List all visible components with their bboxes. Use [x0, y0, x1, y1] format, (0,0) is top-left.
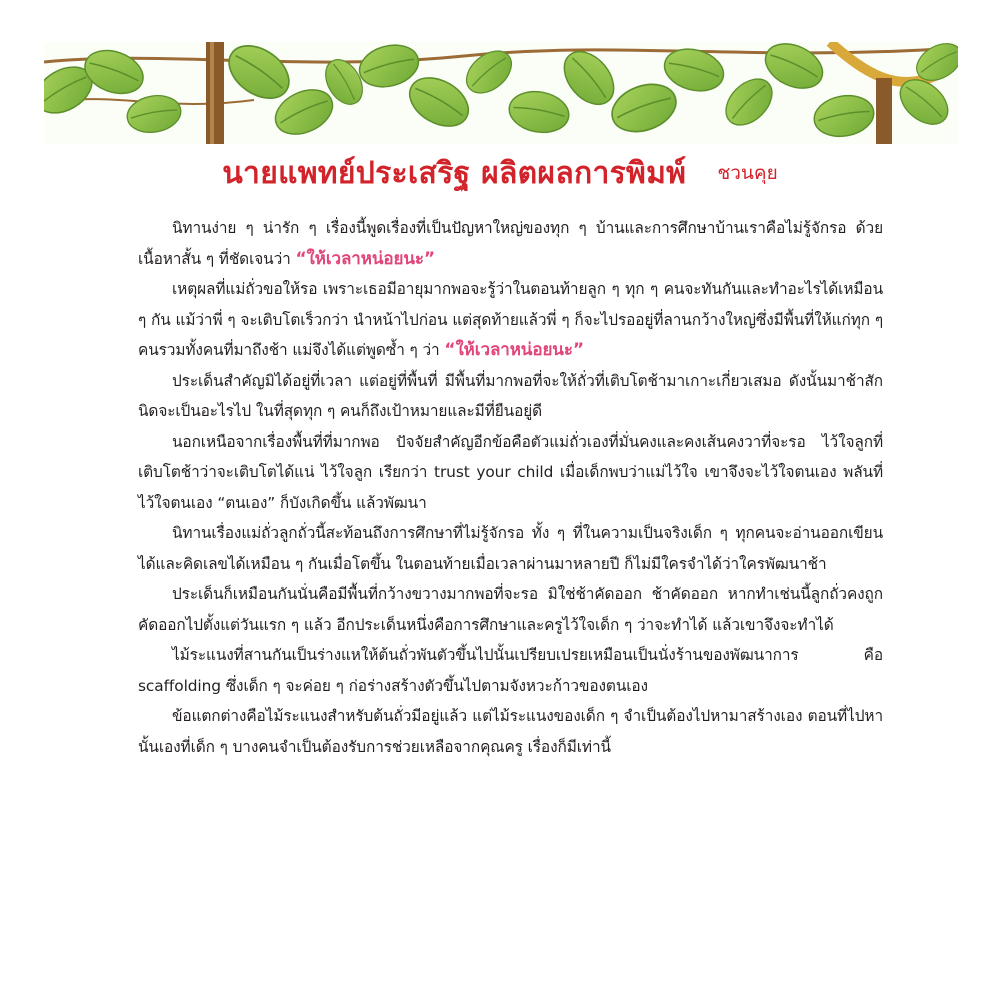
paragraph-4: [138, 427, 883, 519]
highlight-quote: “ให้เวลาหน่อยนะ”: [444, 340, 584, 360]
paragraph-1: [138, 213, 883, 274]
article-body: [138, 213, 883, 762]
paragraph-text: เหตุผลที่แม่ถั่วขอให้รอ เพราะเธอมีอายุมากพอจะรู้ว่าในตอนท้ายลูก ๆ ทุก ๆ คนจะทันกันและทำอะไรได้เหมือน ๆ กัน แม้ว่าพี่ ๆ จะเติบโตเร็วกว่า นำหน้าไปก่อน แต่สุดท้ายแล้วพี่ ๆ ก็จะไปรออยู่ที่ลานกว้างใหญ่ซึ่งมีพื้นที่ให้แก่ทุก ๆ คนรวมทั้งคนที่มาถึงช้า แม่จึงได้แต่พูดซ้ำ ๆ ว่า: [138, 280, 883, 359]
article-heading: [0, 150, 1000, 200]
paragraph-text: นิทานง่าย ๆ น่ารัก ๆ เรื่องนี้พูดเรื่องที่เป็นปัญหาใหญ่ของทุก ๆ บ้านและการศึกษาบ้านเราคือไม่รู้จักรอ ด้วยเนื้อหาสั้น ๆ ที่ชัดเจนว่า: [138, 219, 883, 268]
paragraph-text: ประเด็นก็เหมือนกันนั่นคือมีพื้นที่กว้างขวางมากพอที่จะรอ มิใช่ช้าคัดออก ช้าคัดออก หากทำเช่นนี้ลูกถั่วคงถูกคัดออกไปตั้งแต่วันแรก ๆ แล้ว อีกประเด็นหนึ่งคือการศึกษาและครูไว้ใจเด็ก ๆ ว่าจะทำได้ แล้วเขาจึงจะทำได้: [138, 585, 883, 634]
paragraph-5: [138, 518, 883, 579]
section-label: ชวนคุย: [717, 162, 778, 184]
paragraph-text: ข้อแตกต่างคือไม้ระแนงสำหรับต้นถั่วมีอยู่แล้ว แต่ไม้ระแนงของเด็ก ๆ จำเป็นต้องไปหามาสร้างเอง ตอนที่ไปหานั้นเองที่เด็ก ๆ บางคนจำเป็นต้องรับการช่วยเหลือจากคุณครู เรื่องก็มีเท่านี้: [138, 707, 883, 756]
paragraph-3: [138, 366, 883, 427]
paragraph-text: นอกเหนือจากเรื่องพื้นที่ที่มากพอ ปัจจัยสำคัญอีกข้อคือตัวแม่ถั่วเองที่มั่นคงและคงเส้นคงวาที่จะรอ ไว้ใจลูกที่เติบโตช้าว่าจะเติบโตได้แน่ ไว้ใจลูก เรียกว่า trust your child เมื่อเด็กพบว่าแม่ไว้ใจ เขาจึงจะไว้ใจตนเอง พลันที่ไว้ใจตนเอง “ตนเอง” ก็บังเกิดขึ้น แล้วพัฒนา: [138, 432, 883, 512]
paragraph-8: [138, 701, 883, 762]
leaf-banner-illustration: [44, 42, 958, 144]
paragraph-text: ประเด็นสำคัญมิได้อยู่ที่เวลา แต่อยู่ที่พื้นที่ มีพื้นที่มากพอที่จะให้ถั่วที่เติบโตช้ามาเกาะเกี่ยวเสมอ ดังนั้นมาช้าสักนิดจะเป็นอะไรไป ในที่สุดทุก ๆ คนก็ถึงเป้าหมายและมีที่ยืนอยู่ดี: [138, 371, 883, 420]
paragraph-text: ไม้ระแนงที่สานกันเป็นร่างแหให้ต้นถั่วพันตัวขึ้นไปนั้นเปรียบเปรยเหมือนเป็นนั่งร้านของพัฒนาการ คือ scaffolding ซึ่งเด็ก ๆ จะค่อย ๆ ก่อร่างสร้างตัวขึ้นไปตามจังหวะก้าวของตนเอง: [138, 646, 883, 695]
paragraph-2: [138, 274, 883, 366]
paragraph-7: [138, 640, 883, 701]
highlight-quote: “ให้เวลาหน่อยนะ”: [295, 248, 435, 269]
paragraph-6: [138, 579, 883, 640]
author-title: นายแพทย์ประเสริฐ ผลิตผลการพิมพ์: [222, 156, 687, 191]
paragraph-text: นิทานเรื่องแม่ถั่วลูกถั่วนี้สะท้อนถึงการศึกษาที่ไม่รู้จักรอ ทั้ง ๆ ที่ในความเป็นจริงเด็ก ๆ ทุกคนจะอ่านออกเขียนได้และคิดเลขได้เหมือน ๆ กันเมื่อโตขึ้น ในตอนท้ายเมื่อเวลาผ่านมาหลายปี ก็ไม่มีใครจำได้ว่าใครพัฒนาช้า: [138, 524, 883, 573]
